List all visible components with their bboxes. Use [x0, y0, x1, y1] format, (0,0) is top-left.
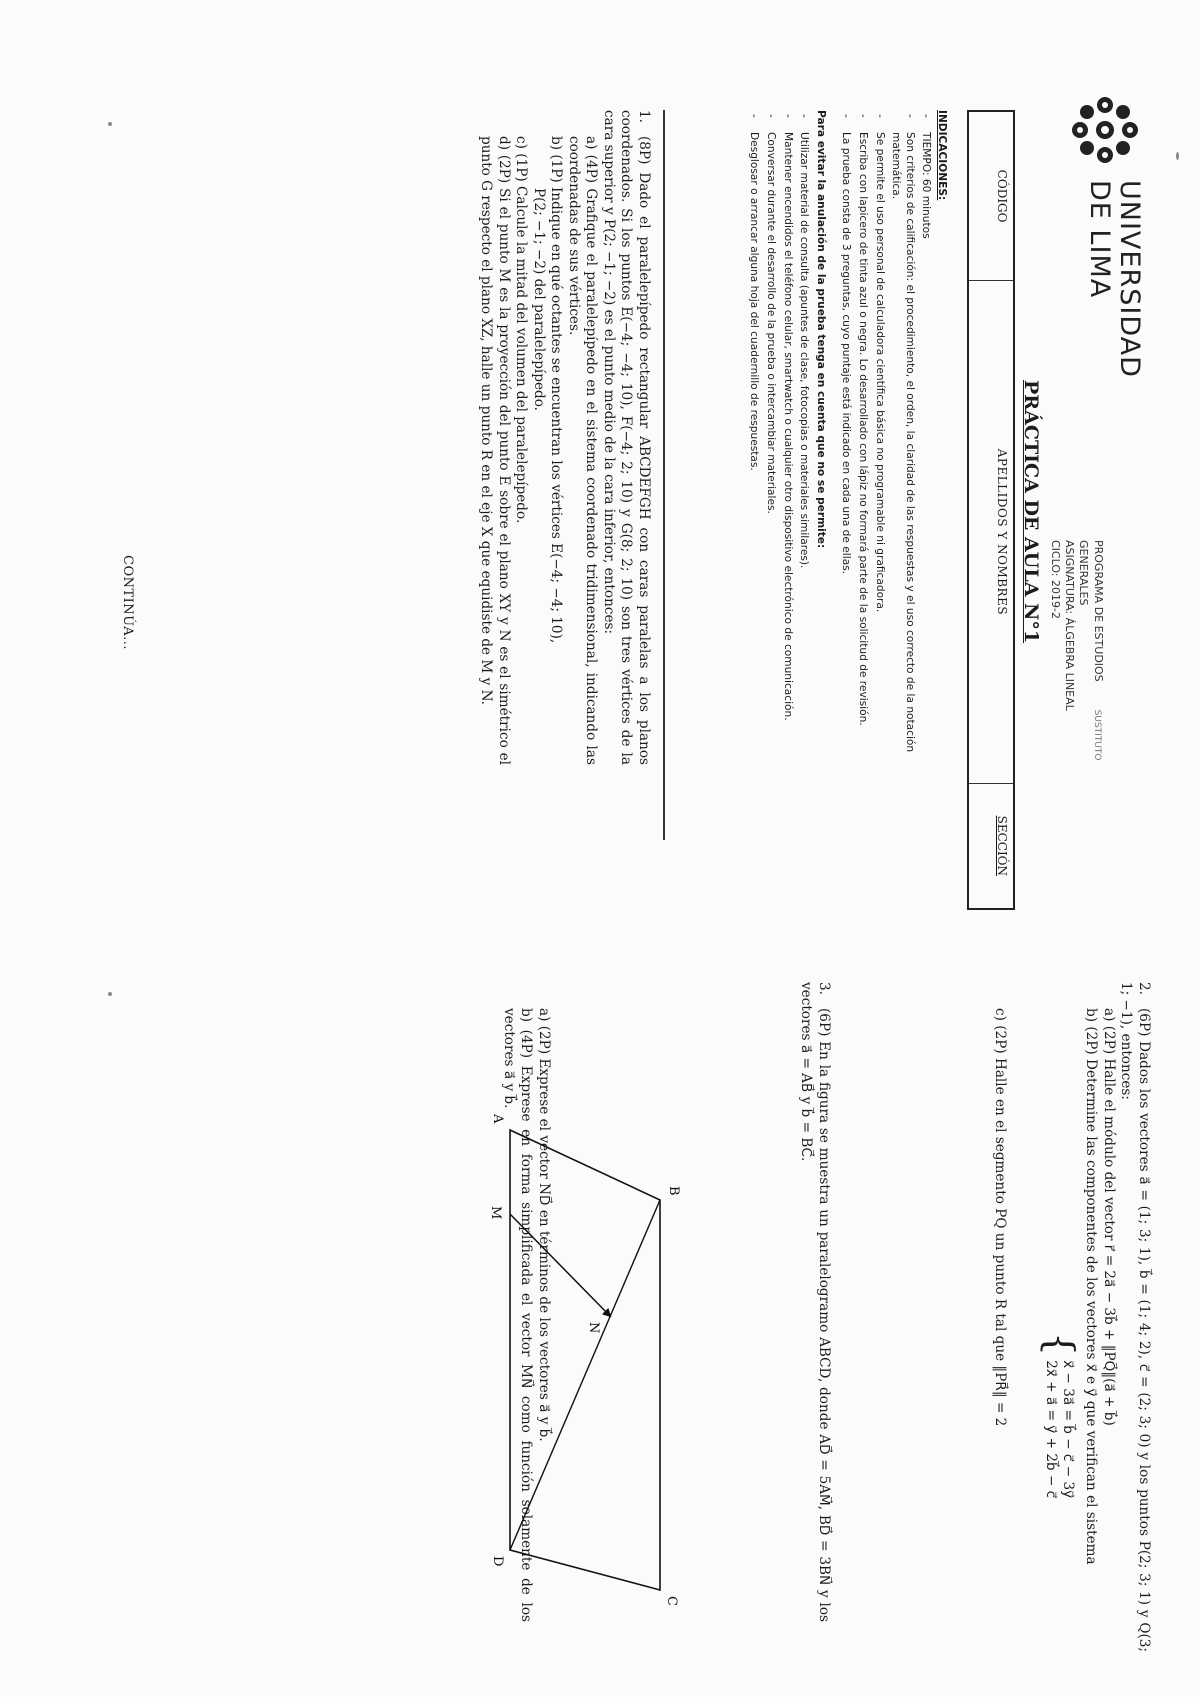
diagonal-bd: [510, 1200, 660, 1550]
program-info: PROGRAMA DE ESTUDIOSSUSTITUTO GENERALES ASIGNATURA: ÁLGEBRA LINEAL CICLO: 2019-2: [1049, 540, 1105, 761]
instructions-heading: INDICACIONES:: [936, 110, 948, 201]
instruction-item: - Escriba con lapicero de tinta azul o negra. Lo desarrollado con lápiz no formará parte de la solicitud de revisión.: [855, 110, 869, 790]
substitute-tag: SUSTITUTO: [1092, 709, 1102, 761]
names-field[interactable]: APELLIDOS Y NOMBRES: [969, 281, 1013, 783]
question-stem: (6P) Dados los vectores a⃗ = (1; 3; 1), b⃗ = (1; 4; 2), c⃗ = (2; 3; 0) y los puntos P(2; 3; 1) y Q(3; 1; −1), entonces:: [1118, 982, 1152, 1652]
question-stem: (8P) Dado el paralelepípedo rectangular ABCDEFGH con caras paralelas a los planos coordenados. Si los puntos E(−4; −4; 10), F(−4; 2; 10) y G(8; 2; 10) son tres vértices de la cara superior y P(2; −1; −2) es el punto medio de la cara inferior, entonces:: [601, 110, 652, 765]
equation-system: [1038, 982, 1082, 1652]
question-part-b: b) (2P) Determine las componentes de los vectores x⃗ e y⃗ que verifican el sistema: [1083, 1008, 1100, 1565]
instruction-item: - Se permite el uso personal de calculadora científica básica no programable ni graficadora.: [872, 110, 886, 790]
question-stem: (6P) En la figura se muestra un paralelogramo ABCD, donde AD⃗ = 5AM⃗, BD⃗ = 3BN⃗ y los vectores a⃗ = AB⃗ y b⃗ = BC⃗.: [798, 982, 832, 1622]
question-part-a: a) (2P) Halle el módulo del vector r⃗ = 2a⃗ − 3b⃗ + ‖PQ⃗‖(a⃗ + b⃗): [1101, 1008, 1117, 1426]
question-number: 1.: [636, 110, 652, 123]
prohibitions-heading: Para evitar la anulación de la prueba tenga en cuenta que no se permite:: [814, 110, 827, 549]
label-a: A: [490, 1114, 505, 1124]
instruction-item: - TIEMPO: 60 minutos: [919, 110, 933, 790]
parallelogram-figure: [490, 1090, 690, 1630]
prohibitions-list: [747, 110, 810, 790]
university-name: UNIVERSIDAD DE LIMA: [1084, 180, 1145, 378]
question-part-c: c) (1P) Calcule la mitad del volumen del paralelepípedo.: [513, 136, 530, 524]
label-d: D: [490, 1556, 505, 1567]
prohibition-item: - Utilizar material de consulta (apuntes de clase, fotocopias o materiales similares).: [797, 110, 811, 790]
instructions: [744, 110, 948, 790]
student-id-table: [967, 110, 1015, 910]
question-part-d: d) (2P) Si el punto M es la proyección del punto E sobre el plano XY y N es el simétrico el punto G respecto el plano XZ, halle un punto R en el eje X que equidiste de M y N.: [478, 136, 512, 765]
instruction-item: - La prueba consta de 3 preguntas, cuyo puntaje está indicado en cada una de ellas.: [839, 110, 853, 790]
instructions-list: [839, 110, 933, 790]
label-c: C: [664, 1596, 679, 1606]
equation-line: x⃗ − 3a⃗ = b⃗ − c⃗ − 3y⃗: [1060, 1360, 1076, 1499]
question-2: [991, 982, 1153, 1652]
question-1: [477, 110, 652, 765]
prohibition-item: - Mantener encendidos el teléfono celular, smartwatch o cualquier otro dispositivo electrónico de comunicación.: [780, 110, 794, 790]
label-m: M: [488, 1206, 503, 1220]
question-part-b: b) (1P) Indique en qué octantes se encuentran los vértices E(−4; −4; 10),: [548, 136, 565, 644]
label-n: N: [586, 1322, 601, 1334]
question-part-a: a) (2P) Exprese el vector ND⃗ en términos de los vectores a⃗ y b⃗.: [536, 1008, 552, 1442]
parallelogram-shape: [510, 1130, 660, 1590]
university-logo-icon: [1070, 95, 1140, 165]
question-part-c: c) (2P) Halle en el segmento PQ un punto R tal que ‖PR⃗‖ = 2: [992, 1008, 1008, 1427]
brace-icon: {: [1038, 1332, 1082, 1357]
code-field[interactable]: CÓDIGO: [969, 112, 1013, 281]
section-divider: [664, 110, 666, 840]
prohibition-item: - Desglosar o arrancar alguna hoja del cuadernillo de respuestas.: [747, 110, 761, 790]
vector-mn: [510, 1214, 610, 1316]
question-number: 2.: [1136, 982, 1152, 995]
section-field[interactable]: SECCIÓN: [995, 815, 1009, 877]
label-b: B: [666, 1186, 681, 1196]
question-number: 3.: [816, 982, 832, 995]
instruction-item: - Son criterios de calificación: el procedimiento, el orden, la claridad de las respuestas y el uso correcto de la notación matemática.: [889, 110, 916, 790]
continue-note: CONTINÚA...: [120, 555, 135, 651]
question-part-b-points: P(2; −1; −2) del paralelepípedo.: [531, 188, 547, 411]
question-part-a: a) (4P) Grafique el paralelepípedo en el sistema coordenado tridimensional, indicando las coordenadas de sus vértices.: [566, 136, 600, 765]
prohibition-item: - Conversar durante el desarrollo de la prueba o intercambiar materiales.: [763, 110, 777, 790]
equation-line: 2x⃗ + a⃗ = y⃗ + 2b⃗ − c⃗: [1043, 1360, 1059, 1499]
exam-title: PRÁCTICA DE AULA N°1: [1020, 380, 1042, 644]
question-part-b: b) (4P) Exprese en forma simplificada el vector MN⃗ como función solamente de los vectores a⃗ y b⃗.: [501, 1008, 535, 1622]
